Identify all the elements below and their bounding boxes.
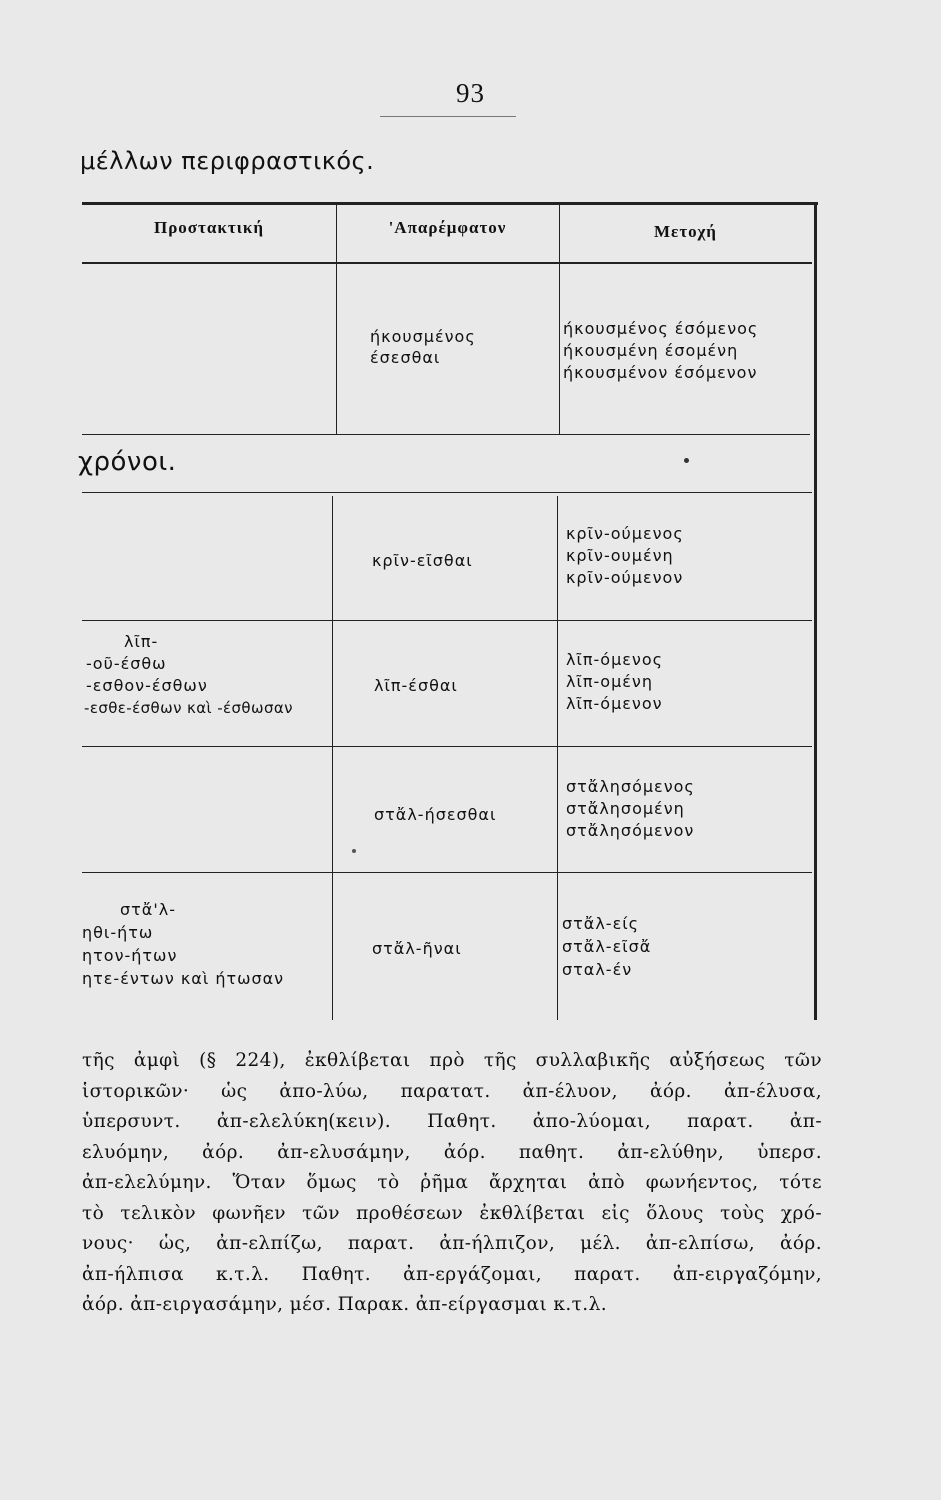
text-line: ὑπερσυντ. ἀπ-ελελύκη(κειν). Παθητ. ἀπο-λύομαι, παρατ. ἀπ- — [82, 1111, 822, 1132]
column-header-participle: Μετοχή — [654, 222, 717, 241]
text-line: τὸ τελικὸν φωνῆεν τῶν προθέσεων ἐκθλίβεται εἰς ὅλους τοὺς χρό- — [82, 1202, 822, 1224]
infinitive-cell: λῖπ-έσθαι — [374, 676, 458, 695]
infinitive-cell: στἄλ-ήσεσθαι — [374, 805, 497, 824]
infinitive-cell: ήκουσμένος έσεσθαι — [370, 327, 476, 367]
text-line: νους· ὡς, ἀπ-ελπίζω, παρατ. ἀπ-ήλπιζον, μέλ. ἀπ-ελπίσω, ἀόρ. — [82, 1233, 822, 1254]
imperative-cell: λῖπ- -οῦ-έσθω -εσθον-έσθων -εσθε-έσθων καὶ -έσθωσαν — [84, 632, 293, 717]
participle-cell: λῖπ-όμενος λῖπ-ομένη λῖπ-όμενον — [566, 650, 664, 713]
row-divider-4 — [82, 746, 812, 747]
stray-dot — [684, 458, 689, 463]
text-line: τῆς ἀμφὶ (§ 224), ἐκθλίβεται πρὸ τῆς συλλαβικῆς αὐξήσεως τῶν — [82, 1050, 822, 1071]
table-header-rule — [82, 262, 812, 264]
participle-cell: ήκουσμένος έσόμενος ήκουσμένη έσομένη ήκουσμένον έσόμενον — [563, 319, 759, 382]
row-divider-1 — [82, 434, 810, 435]
text-line: ἀόρ. ἀπ-ειργασάμην, μέσ. Παρακ. ἀπ-είργασμαι κ.τ.λ. — [82, 1294, 607, 1315]
column-divider-1-lower — [332, 496, 333, 1020]
speck — [352, 849, 356, 853]
column-divider-1 — [336, 204, 337, 434]
body-paragraph — [82, 1046, 822, 1321]
text-line: ἀπ-ελελύμην. Ὅταν ὅμως τὸ ῥῆμα ἄρχηται ἀπὸ φωνήεντος, τότε — [82, 1172, 822, 1193]
participle-cell: στἄλησόμενος στἄλησομένη στἄλησόμενον — [566, 777, 695, 840]
imperative-cell: στἄ'λ- ηθι-ήτω ητον-ήτων ητε-έντων καὶ ήτωσαν — [82, 900, 285, 988]
row-divider-3 — [82, 620, 812, 621]
infinitive-cell: κρῖν-εῖσθαι — [372, 551, 473, 570]
text-line: ἱστορικῶν· ὡς ἀπο-λύω, παρατατ. ἀπ-έλυον, ἀόρ. ἀπ-έλυσα, — [82, 1080, 822, 1102]
text-line: ἀπ-ήλπισα κ.τ.λ. Παθητ. ἀπ-εργάζομαι, παρατ. ἀπ-ειργαζόμην, — [82, 1263, 822, 1285]
column-header-imperative: Προστακτική — [153, 218, 265, 237]
page-number-rule — [380, 116, 516, 117]
row-divider-2 — [82, 492, 812, 493]
column-divider-2-lower — [557, 496, 558, 1020]
conjugation-table — [82, 200, 818, 1020]
page-number: 93 — [456, 78, 485, 108]
text-line: ελυόμην, ἀόρ. ἀπ-ελυσάμην, ἀόρ. παθητ. ἀπ-ελύθην, ὑπερσ. — [82, 1141, 822, 1163]
participle-cell: στἄλ-είς στἄλ-εῖσἄ σταλ-έν — [562, 914, 652, 979]
infinitive-cell: στἄλ-ῆναι — [372, 939, 462, 958]
row-divider-5 — [82, 872, 812, 873]
side-label: χρόνοι. — [78, 447, 177, 477]
section-heading: μέλλων περιφραστικός. — [80, 147, 375, 175]
table-top-rule — [82, 202, 818, 205]
table-right-border — [814, 204, 817, 1020]
participle-cell: κρῖν-ούμενος κρῖν-ουμένη κρῖν-ούμενον — [566, 524, 684, 587]
column-header-infinitive: 'Απαρέμφατον — [388, 218, 507, 237]
